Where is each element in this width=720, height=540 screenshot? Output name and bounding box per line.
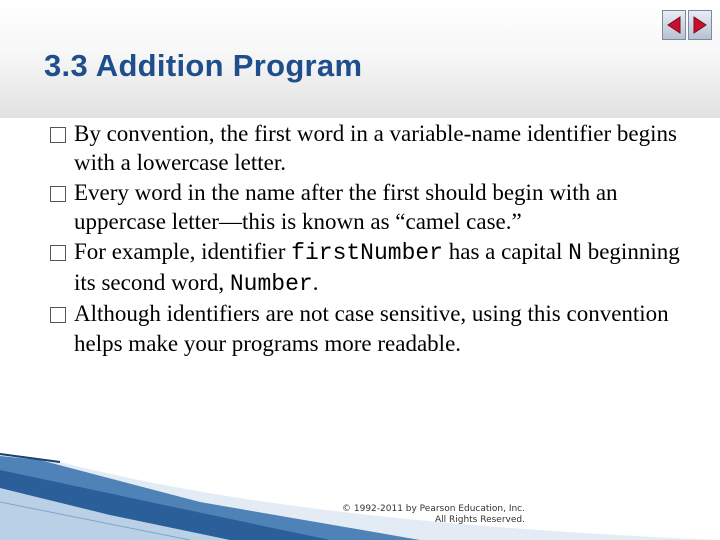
- code-identifier: N: [568, 239, 582, 266]
- bullet-text: beginning its second word,: [74, 238, 680, 296]
- bullet-item: [50, 237, 700, 300]
- bullet-square-icon: [50, 127, 66, 143]
- bullet-item: [50, 178, 700, 237]
- bullet-text: For example, identifier: [74, 238, 292, 264]
- footer: [300, 504, 525, 526]
- slide-nav: [662, 10, 712, 40]
- arrow-right-icon: [692, 15, 708, 35]
- slide-title: 3.3 Addition Program: [44, 48, 363, 83]
- bullet-square-icon: [50, 245, 66, 261]
- bullet-square-icon: [50, 307, 66, 323]
- copyright-text: © 1992-2011 by Pearson Education, Inc.: [342, 504, 525, 514]
- bullet-text: By convention, the first word in a variable-name identifier begins with a lowercase letter.: [74, 121, 677, 176]
- bullet-square-icon: [50, 186, 66, 202]
- bullet-text: Although identifiers are not case sensitive, using this convention helps make your programs more readable.: [74, 301, 669, 356]
- bullet-text: .: [312, 270, 319, 296]
- bullet-text: Every word in the name after the first should begin with an uppercase letter—this is known as “camel case.”: [74, 179, 618, 235]
- rights-text: All Rights Reserved.: [434, 515, 525, 525]
- bullet-list: [50, 119, 700, 358]
- title-bar: [0, 0, 720, 118]
- code-identifier: Number: [229, 271, 313, 298]
- bullet-text: has a capital: [442, 238, 569, 264]
- prev-slide-button[interactable]: [662, 10, 686, 40]
- bullet-item: [50, 119, 700, 178]
- code-identifier: firstNumber: [291, 239, 443, 266]
- arrow-left-icon: [666, 15, 682, 35]
- bullet-item: [50, 299, 700, 358]
- next-slide-button[interactable]: [688, 10, 712, 40]
